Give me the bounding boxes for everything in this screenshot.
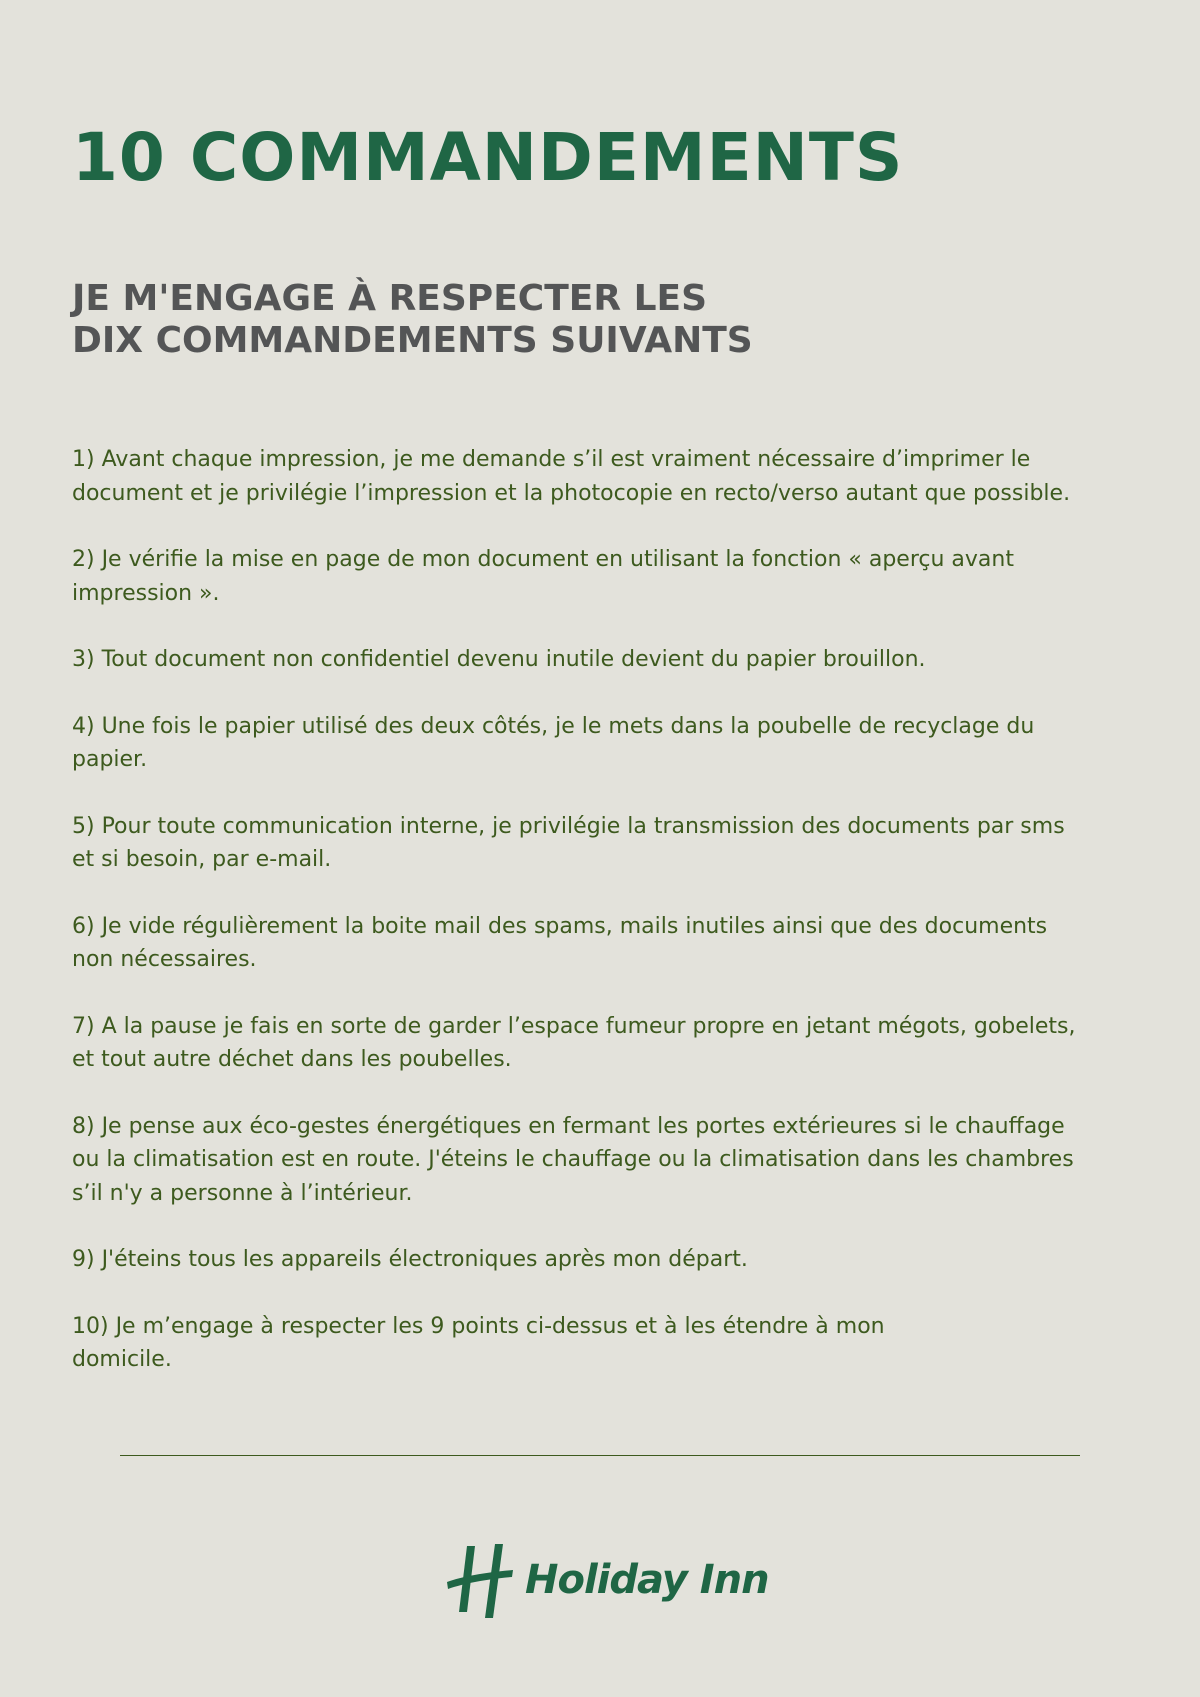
commandment-6: 6) Je vide régulièrement la boite mail des spams, mails inutiles ainsi que des documents non nécessaires. [72, 913, 1048, 972]
page-subtitle [72, 278, 753, 362]
subtitle-line: DIX COMMANDEMENTS SUIVANTS [72, 320, 753, 361]
holiday-inn-h-icon [445, 1540, 515, 1620]
subtitle-line: JE M'ENGAGE À RESPECTER LES [72, 278, 708, 319]
commandment-8: 8) Je pense aux éco-gestes énergétiques en fermant les portes extérieures si le chauffage ou la climatisation est en route. J'éteins le chauffage ou la climatisation dans les chambres s’il n'y a personne à l’intérieur. [72, 1113, 1074, 1206]
holiday-inn-logo [445, 1540, 769, 1620]
commandment-7: 7) A la pause je fais en sorte de garder l’espace fumeur propre en jetant mégots, gobelets, et tout autre déchet dans les poubelles. [72, 1013, 1076, 1072]
commandments-list [72, 443, 1082, 1410]
commandment-9: 9) J'éteins tous les appareils électroniques après mon départ. [72, 1247, 748, 1272]
brand-name: Holiday Inn [525, 1557, 769, 1603]
commandment-2: 2) Je vérifie la mise en page de mon document en utilisant la fonction « aperçu avant impression ». [72, 547, 1014, 606]
commandment-10: 10) Je m’engage à respecter les 9 points ci-dessus et à les étendre à mon domicile. [72, 1313, 885, 1372]
page-title: 10 COMMANDEMENTS [72, 119, 904, 196]
footer-divider [120, 1455, 1080, 1456]
commandment-1: 1) Avant chaque impression, je me demande s’il est vraiment nécessaire d’imprimer le document et je privilégie l’impression et la photocopie en recto/verso autant que possible. [72, 447, 1071, 506]
commandment-4: 4) Une fois le papier utilisé des deux côtés, je le mets dans la poubelle de recyclage du papier. [72, 713, 1035, 772]
commandment-5: 5) Pour toute communication interne, je privilégie la transmission des documents par sms et si besoin, par e-mail. [72, 813, 1065, 872]
commandment-3: 3) Tout document non confidentiel devenu inutile devient du papier brouillon. [72, 647, 926, 672]
